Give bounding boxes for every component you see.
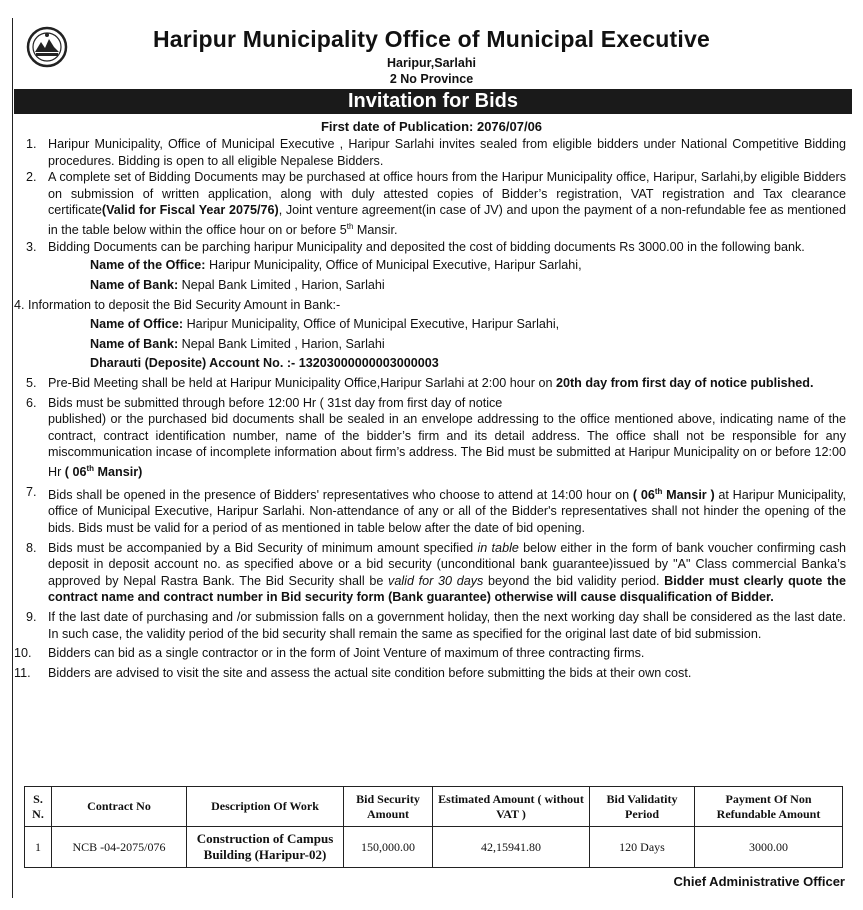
clause-text: A complete set of Bidding Documents may be purchased at office hours from the Haripur Municipality office, Haripur, Sarlahi,by eligible Bidders on submission of written application, along with duly attested copies of Bidder’s registration, VAT registration and Tax clearance certificate bbox=[48, 170, 846, 218]
clause-text: Mansir. bbox=[353, 223, 398, 238]
table-cell: 120 Days bbox=[590, 827, 695, 868]
clause-text: Bids must be submitted through before 12:00 Hr ( 31st day from first day of notice bbox=[48, 395, 503, 410]
table-header-row bbox=[25, 787, 843, 827]
clause-4-account bbox=[14, 355, 846, 372]
signature-title: Chief Administrative Officer bbox=[673, 874, 845, 889]
org-name: Haripur Municipality Office of Municipal Executive bbox=[153, 26, 710, 52]
clause-text: Bidders can bid as a single contractor or in the form of Joint Venture of maximum of three contracting firms. bbox=[48, 646, 645, 661]
bid-table bbox=[24, 786, 843, 868]
superscript: th bbox=[346, 221, 354, 231]
publication-date: First date of Publication: 2076/07/06 bbox=[320, 119, 543, 134]
clause-text: Haripur Municipality, Office of Municipal Executive , Haripur Sarlahi invites sealed from eligible bidders under National Competitive Bidding procedures. Bidding is open to all eligible Nepalese Bidders. bbox=[48, 137, 846, 168]
table-cell: 1 bbox=[25, 827, 52, 868]
clause-text: Bidding Documents can be parching haripur Municipality and deposited the cost of bidding documents Rs 3000.00 in the following bank. bbox=[48, 239, 805, 254]
clause-6: 6. Bids must be submitted through before 12:00 Hr ( 31st day from first day of notice bbox=[26, 395, 503, 410]
clause-11: 11. Bidders are advised to visit the site and assess the actual site condition before submitting the bids at their own cost. bbox=[14, 665, 692, 680]
column-header: Description Of Work bbox=[187, 787, 344, 827]
table-cell: 42,15941.80 bbox=[433, 827, 590, 868]
account-number: Dharauti (Deposite) Account No. :- 13203000000003000003 bbox=[90, 356, 439, 371]
table-cell: 3000.00 bbox=[695, 827, 843, 868]
field-value: Nepal Bank Limited , Harion, Sarlahi bbox=[178, 277, 385, 292]
column-header: S. N. bbox=[25, 787, 52, 827]
table-row bbox=[25, 827, 843, 868]
clause-emphasis: Mansir ) bbox=[662, 487, 715, 502]
clause-text: beyond the bid validity period. bbox=[483, 573, 665, 588]
clause-4: 4. Information to deposit the Bid Security Amount in Bank:- bbox=[14, 297, 341, 312]
clause-text: published) or the purchased bid documents shall be sealed in an envelope addressing to the office mentioned above, indicating name of the contract, contract identification number, name of the bidder’s firm and its detail address. The office shall not be responsible for any miscommunication incase of incomplete information about firm’s address. The Bid must be submitted at Haripur Municipality on or before 12:00 Hr bbox=[48, 412, 846, 480]
field-label: Name of Office: bbox=[90, 317, 184, 332]
clause-emphasis: 20th day from first day of notice published. bbox=[555, 375, 814, 390]
clause-text: below either in the form of bank voucher confirming cash deposit in deposit account no. as specified above or a bid security (unconditional bank guarantee)issued by "A" Class commercial Banka’s approved by Nepal Rastra Bank. The Bid Security shall be bbox=[48, 540, 846, 588]
field-label: Name of Bank: bbox=[90, 336, 179, 351]
superscript: th bbox=[86, 463, 95, 473]
clause-text: Bidders are advised to visit the site and assess the actual site condition before submitting the bids at their own cost. bbox=[48, 665, 692, 680]
table-cell: NCB -04-2075/076 bbox=[52, 827, 187, 868]
clause-text: Bids shall be opened in the presence of Bidders' representatives who choose to attend at 14:00 hour on bbox=[48, 487, 633, 502]
clause-3-bank bbox=[14, 277, 846, 294]
clause-emphasis: Bidder must clearly quote the contract name and contract number in Bid security form (Bank guarantee) otherwise will cause disqualification of Bidder. bbox=[48, 573, 846, 605]
notice-title-banner: Invitation for Bids bbox=[14, 89, 852, 114]
clause-text: Pre-Bid Meeting shall be held at Haripur Municipality Office,Haripur Sarlahi at 2:00 hour on bbox=[48, 375, 556, 390]
clause-text: , Joint venture agreement(in case of JV) and upon the payment of a non-refundable fee as mentioned in the table below within the office hour on or before 5 bbox=[48, 203, 847, 238]
org-address-line2: 2 No Province bbox=[389, 72, 474, 86]
clause-italic: valid for 30 days bbox=[388, 573, 484, 588]
clause-text: Bids must be accompanied by a Bid Security of minimum amount specified bbox=[48, 540, 478, 555]
field-label: Name of the Office: bbox=[90, 258, 206, 273]
table-cell: 150,000.00 bbox=[344, 827, 433, 868]
clause-5: 5. Pre-Bid Meeting shall be held at Haripur Municipality Office,Haripur Sarlahi at 2:00 hour on 20th day from first day of notice published. bbox=[26, 375, 814, 390]
table-cell: Construction of Campus Building (Haripur-02) bbox=[187, 827, 344, 868]
clause-text: If the last date of purchasing and /or submission falls on a government holiday, then the next working day shall be considered as the last date. In such case, the validity period of the bid security shall remain the same as specified for the original last date of bid submission. bbox=[48, 610, 846, 641]
column-header: Estimated Amount ( without VAT ) bbox=[433, 787, 590, 827]
field-label: Name of Bank: bbox=[90, 277, 179, 292]
field-value: Haripur Municipality, Office of Municipal Executive, Haripur Sarlahi, bbox=[205, 258, 582, 273]
column-header: Payment Of Non Refundable Amount bbox=[695, 787, 843, 827]
notice-body bbox=[14, 136, 846, 681]
fiscal-year-note: (Valid for Fiscal Year 2075/76) bbox=[101, 203, 279, 218]
clause-1: 1. Haripur Municipality, Office of Municipal Executive , Haripur Sarlahi invites sealed from eligible bidders under National Competitive Bidding procedures. Bidding is open to all eligible Nepalese Bidders. bbox=[26, 137, 846, 168]
clause-emphasis: Mansir) bbox=[94, 465, 143, 480]
clause-8: 8. Bids must be accompanied by a Bid Security of minimum amount specified in table below either in the form of bank voucher confirming cash deposit in deposit account no. as specified above or a bid security (unconditional bank guarantee)issued by "A" Class commercial Banka’s approved by Nepal Rastra Bank. The Bid Security shall be valid for 30 days beyond the bid validity period. Bidder must clearly quote the contract name and contract number in Bid security form (Bank guarantee) otherwise will cause disqualification of Bidder. bbox=[26, 540, 846, 605]
clause-2: 2. A complete set of Bidding Documents may be purchased at office hours from the Haripur Municipality office, Haripur, Sarlahi,by eligible Bidders on submission of written application, along with duly attested copies of Bidder’s registration, VAT registration and Tax clearance certificate(Valid for Fiscal Year 2075/76), Joint venture agreement(in case of JV) and upon the payment of a non-refundable fee as mentioned in the table below within the office hour on or before 5th Mansir. bbox=[26, 170, 847, 238]
column-header: Bid Validatity Period bbox=[590, 787, 695, 827]
clause-text: at Haripur Municipality, office of Municipal Executive, Haripur Sarlahi. Non-attendance of any or all of the Bidder's representatives shall not hinder the opening of the bids. Bids must be valid for a period of as mentioned in table below after the date of bid opening. bbox=[48, 487, 846, 536]
clause-7: 7. Bids shall be opened in the presence of Bidders' representatives who choose to attend at 14:00 hour on ( 06th Mansir ) at Haripur Municipality, office of Municipal Executive, Haripur Sarlahi. Non-attendance of any or all of the Bidder's representatives shall not hinder the opening of the bids. Bids must be valid for a period of as mentioned in table below after the date of bid opening. bbox=[26, 484, 846, 536]
column-header: Contract No bbox=[52, 787, 187, 827]
clause-italic: in table bbox=[477, 540, 519, 555]
field-value: Nepal Bank Limited , Harion, Sarlahi bbox=[178, 336, 385, 351]
org-address-line1: Haripur,Sarlahi bbox=[387, 56, 476, 70]
field-value: Haripur Municipality, Office of Municipal Executive, Haripur Sarlahi, bbox=[183, 317, 560, 332]
clause-4-bank bbox=[14, 336, 846, 353]
clause-emphasis: ( 06 bbox=[64, 465, 87, 480]
clause-10: 10. Bidders can bid as a single contractor or in the form of Joint Venture of maximum of three contracting firms. bbox=[14, 646, 645, 661]
column-header: Bid Security Amount bbox=[344, 787, 433, 827]
clause-3-office bbox=[14, 257, 846, 274]
superscript: th bbox=[654, 486, 663, 496]
clause-emphasis: ( 06 bbox=[632, 487, 655, 502]
clause-9: 9. If the last date of purchasing and /or submission falls on a government holiday, then the next working day shall be considered as the last date. In such case, the validity period of the bid security shall remain the same as specified for the original last date of bid submission. bbox=[26, 610, 846, 641]
clause-3: 3. Bidding Documents can be parching haripur Municipality and deposited the cost of bidding documents Rs 3000.00 in the following bank. bbox=[26, 239, 805, 254]
clause-6-cont bbox=[14, 411, 846, 481]
clause-4-office bbox=[14, 316, 846, 333]
